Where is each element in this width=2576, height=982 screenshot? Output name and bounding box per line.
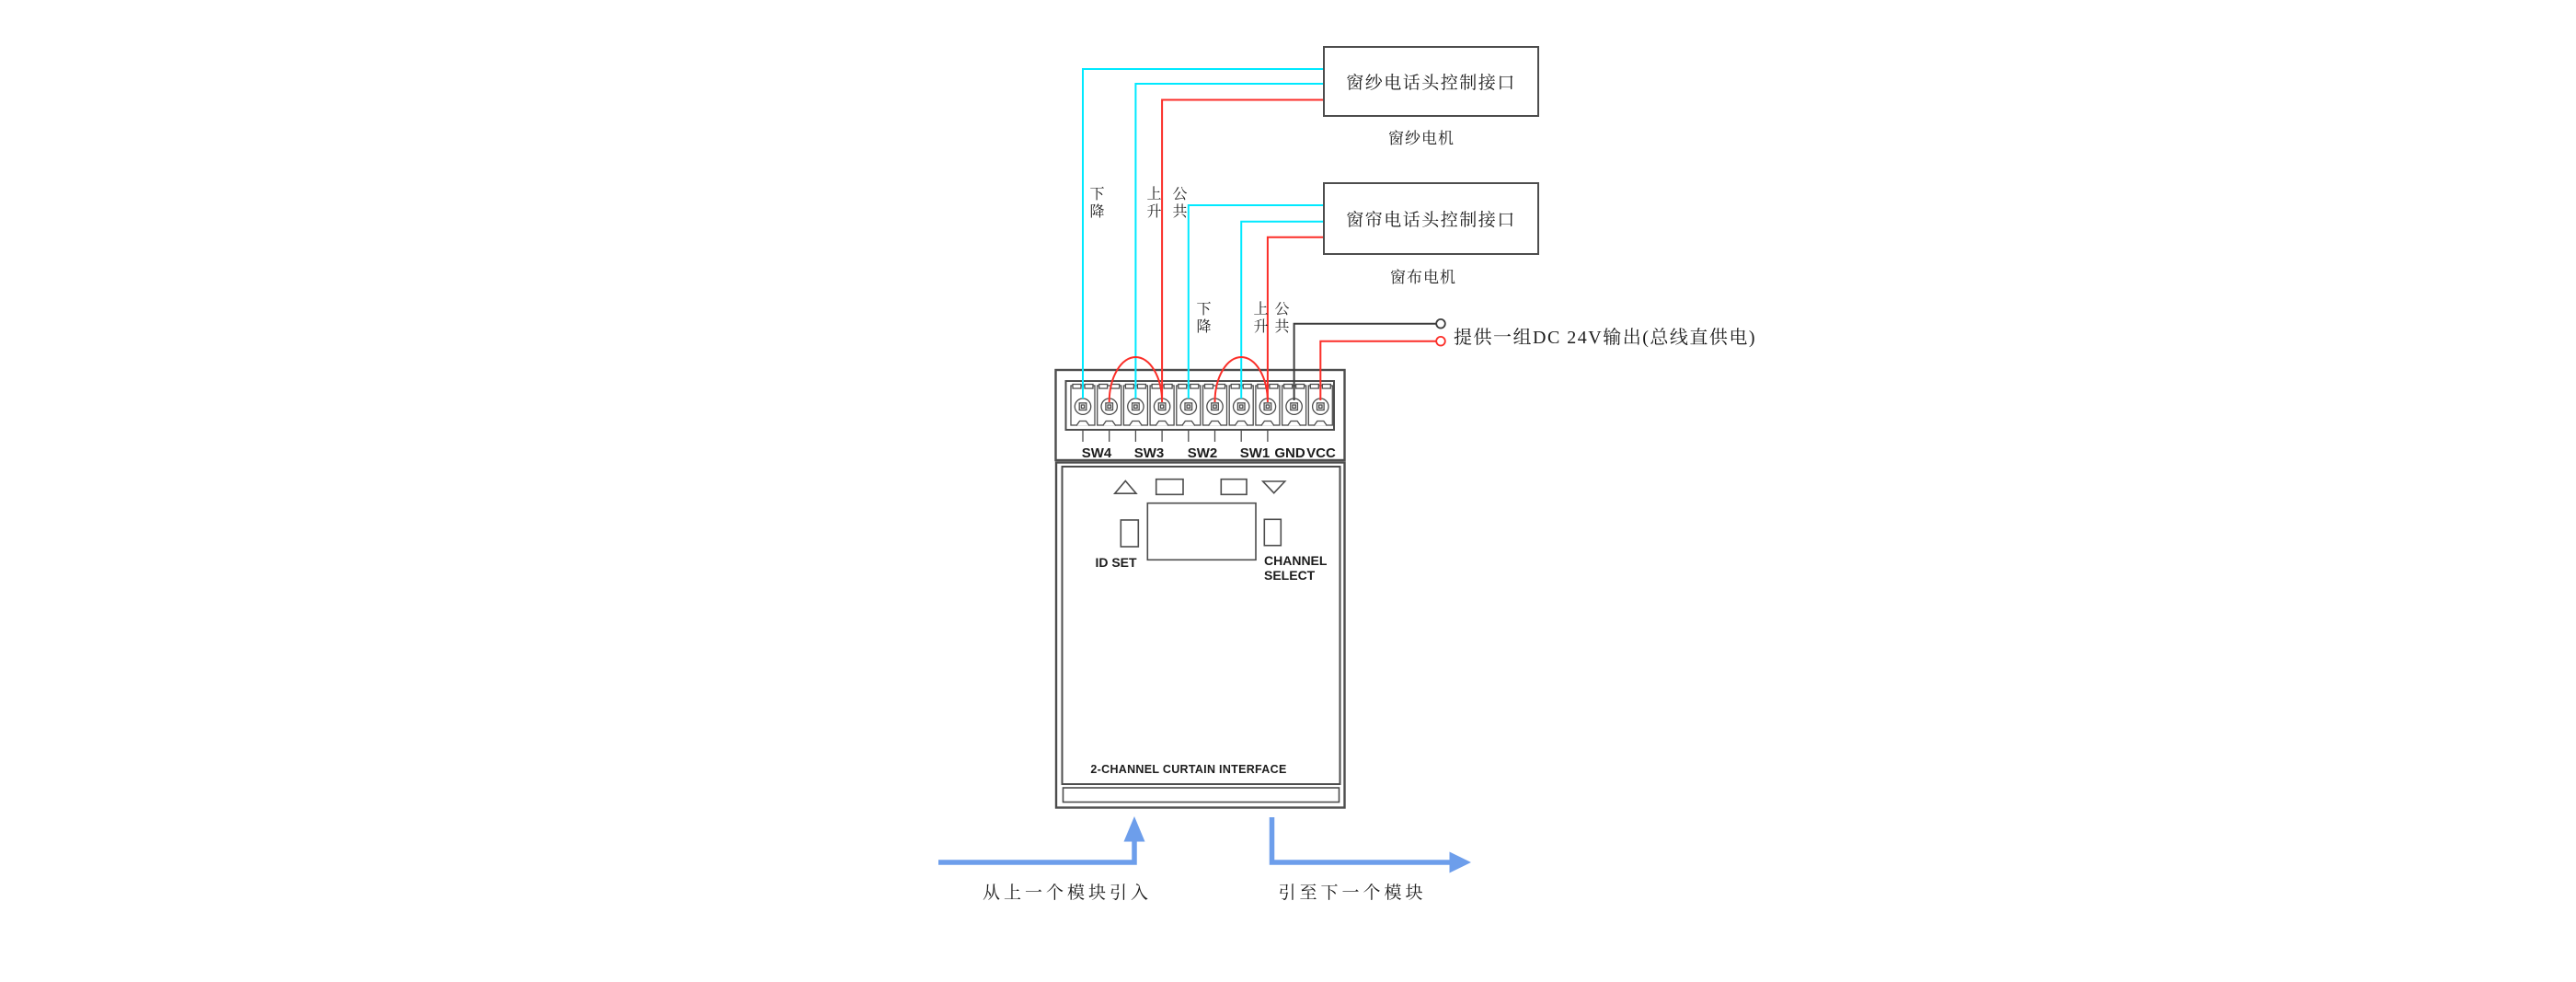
channel-select-line1: CHANNEL bbox=[1264, 553, 1328, 568]
wire-sheer-down bbox=[1083, 69, 1323, 399]
incoming-flow-label: 从上一个模块引入 bbox=[982, 884, 1153, 903]
channel-select-label bbox=[1264, 553, 1327, 583]
curtain-motor-interface-title: 窗帘电话头控制接口 bbox=[1346, 211, 1516, 230]
curtain-motor-caption: 窗布电机 bbox=[1390, 269, 1456, 286]
dc-output-terminal-gnd bbox=[1436, 319, 1445, 329]
terminal-label-sw3: SW3 bbox=[1133, 445, 1165, 461]
module-body bbox=[1056, 463, 1345, 808]
channel-display-window bbox=[1221, 479, 1247, 495]
sheer-motor-interface-box bbox=[1323, 46, 1539, 117]
terminal-label-sw4: SW4 bbox=[1081, 445, 1112, 461]
curtain-common-label: 公共 bbox=[1272, 301, 1288, 336]
curtain-down-label: 下降 bbox=[1194, 301, 1210, 336]
channel-select-line2: SELECT bbox=[1264, 568, 1316, 583]
dc-output-terminal-vcc bbox=[1436, 337, 1445, 346]
sheer-up-label: 上升 bbox=[1144, 186, 1160, 221]
terminal-label-gnd: GND bbox=[1274, 445, 1305, 461]
incoming-arrow-line bbox=[938, 841, 1134, 862]
incoming-arrow-head bbox=[1124, 816, 1145, 842]
wire-sheer-common bbox=[1162, 100, 1323, 400]
outgoing-flow-label: 引至下一个模块 bbox=[1278, 884, 1427, 903]
dc-output-label: 提供一组DC 24V输出(总线直供电) bbox=[1454, 328, 1757, 348]
terminal-label-sw2: SW2 bbox=[1187, 445, 1218, 461]
bus-flow-arrows bbox=[938, 816, 1471, 873]
sheer-down-label: 下降 bbox=[1087, 186, 1103, 221]
id-set-label: ID SET bbox=[1095, 555, 1137, 570]
sheer-common-label: 公共 bbox=[1170, 186, 1186, 221]
outgoing-arrow-line bbox=[1272, 817, 1452, 862]
curtain-up-label: 上升 bbox=[1251, 301, 1267, 336]
sheer-motor-interface-title: 窗纱电话头控制接口 bbox=[1346, 74, 1516, 93]
terminal-label-sw1: SW1 bbox=[1239, 445, 1271, 461]
curtain-motor-interface-box bbox=[1323, 182, 1539, 255]
display-panel bbox=[1147, 503, 1256, 560]
id-display-window bbox=[1156, 479, 1183, 495]
sheer-motor-caption: 窗纱电机 bbox=[1388, 130, 1455, 147]
channel-select-button bbox=[1264, 519, 1281, 545]
terminal-label-vcc: VCC bbox=[1306, 445, 1336, 461]
outgoing-arrow-head bbox=[1450, 852, 1472, 873]
id-set-button bbox=[1121, 520, 1138, 547]
module-name-label: 2-CHANNEL CURTAIN INTERFACE bbox=[1090, 763, 1287, 776]
